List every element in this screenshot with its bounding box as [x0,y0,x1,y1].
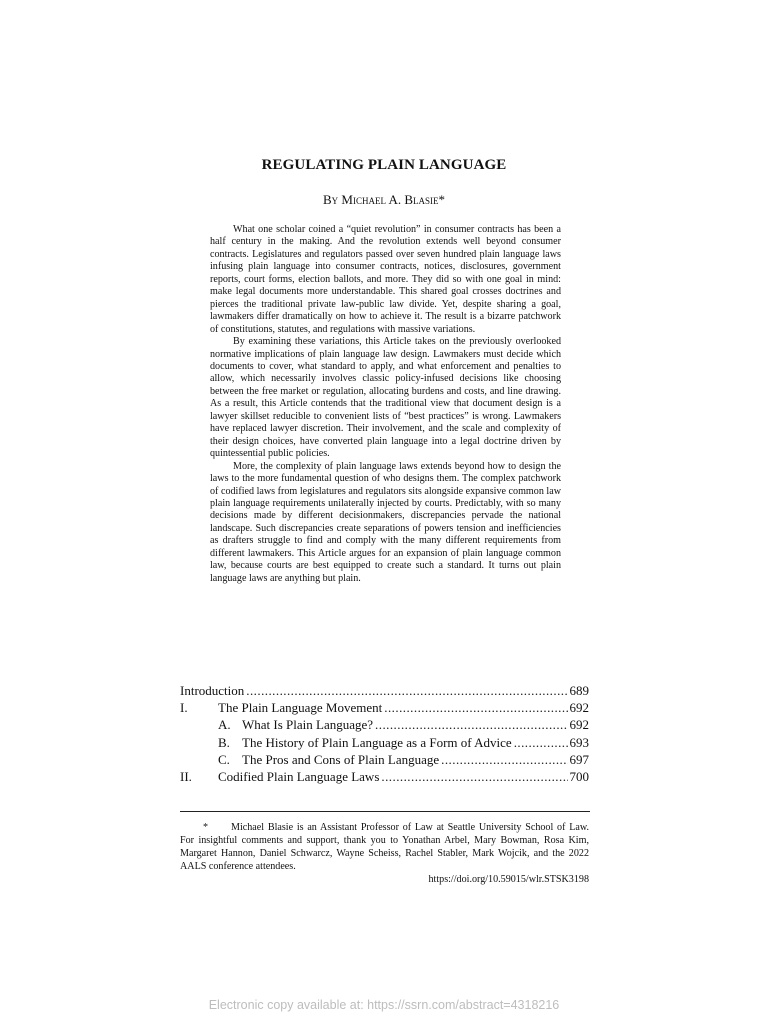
doi-link[interactable]: https://doi.org/10.59015/wlr.STSK3198 [428,874,589,886]
toc-leader-dots [375,716,567,733]
toc-label: Introduction [180,683,245,698]
toc-page-number: 700 [569,769,589,785]
toc-entry-what-is-plain-language[interactable] [180,716,589,733]
toc-page-number: 693 [569,734,589,750]
abstract-paragraph-1: What one scholar coined a “quiet revolution” in consumer contracts has been a half century in the making. And the revolution extends well beyond consumer contracts. Legislatures and regulators passed over seven hundred plain language laws infusing plain language into consumer contracts, notices, disclosures, government reports, court forms, election ballots, and more. They did so with one goal in mind: make legal documents more understandable. This shared goal crosses doctrines and pierces the traditional private law-public law divide. Yet, despite sharing a goal, lawmakers differ dramatically on how to achieve it. The result is a bizarre patchwork of constitutions, statutes, and regulations with massive variations. [210,224,561,335]
toc-leader-dots [246,682,567,699]
toc-label: The Plain Language Movement [218,700,383,716]
toc-number: B. [218,734,230,750]
toc-number: II. [180,769,192,785]
toc-label: What Is Plain Language? [242,717,374,733]
footnote-text: Michael Blasie is an Assistant Professor of Law at Seattle University School of Law. For insightful comments and support, thank you to Yonathan Arbel, Mary Bowman, Rosa Kim, Margaret Hannon, Daniel Schwarcz, Wayne Scheiss, Rachel Stabler, Mark Wojcik, and the 2022 AALS conference attendees. [180,822,589,873]
toc-number: A. [218,717,231,733]
toc-label: The Pros and Cons of Plain Language [242,751,440,767]
abstract-paragraph-3: More, the complexity of plain language laws extends beyond how to design the laws to the more fundamental question of who designs them. The complex patchwork of codified laws from legislatures and regulators sits alongside expansive common law plain language requirements unilaterally injected by courts. Predictably, with so many decisions made by different decisionmakers, discrepancies pervade the national landscape. Such discrepancies create separations of powers tension and inefficiencies as drafters struggle to find and comply with the many different requirements from different lawmakers. This Article argues for an expansion of plain language common law, because courts are best equipped to create such a standard. It turns out plain language laws are anything but plain. [210,460,561,584]
abstract [210,224,561,585]
toc-entry-plain-language-movement[interactable] [180,699,589,716]
toc-page-number: 692 [569,700,589,716]
toc-leader-dots [384,699,567,716]
toc-leader-dots [514,734,568,751]
toc-entry-history-of-plain-language[interactable] [180,734,589,751]
toc-number: C. [218,751,230,767]
toc-entry-pros-and-cons[interactable] [180,751,589,768]
footnote-body [180,821,589,873]
toc-leader-dots [441,751,567,768]
footnote-divider [180,811,590,812]
table-of-contents [180,682,589,785]
toc-page-number: 692 [569,717,589,733]
toc-label: Codified Plain Language Laws [218,769,380,785]
toc-entry-introduction[interactable] [180,682,589,699]
toc-page-number: 697 [569,751,589,767]
toc-entry-codified-laws[interactable] [180,768,589,785]
abstract-paragraph-2: By examining these variations, this Article takes on the previously overlooked normative implications of plain language law design. Lawmakers must decide which documents to cover, what standard to apply, and what enforcement and penalties to allow, which necessarily involves classic policy-infused decisions like choosing between the free market or regulation, allocating burdens and costs, and line drawing. As a result, this Article contends that the traditional view that document design is a lawyer skillset reducible to convenient lists of “best practices” is wrong. Lawmakers have replaced lawyer discretion. Their involvement, and the scale and complexity of their design choices, have converted plain language into a legal doctrine driven by quintessential public policies. [210,336,561,460]
toc-number: I. [180,700,188,716]
toc-leader-dots [381,768,567,785]
toc-label: The History of Plain Language as a Form of Advice [242,734,512,750]
ssrn-watermark: Electronic copy available at: https://ssrn.com/abstract=4318216 [208,998,560,1012]
article-title: REGULATING PLAIN LANGUAGE [261,157,507,173]
toc-page-number: 689 [569,683,589,698]
footnote-marker: * [203,822,209,833]
author-byline: By Michael A. Blasie* [322,192,446,207]
footnote [180,821,589,886]
